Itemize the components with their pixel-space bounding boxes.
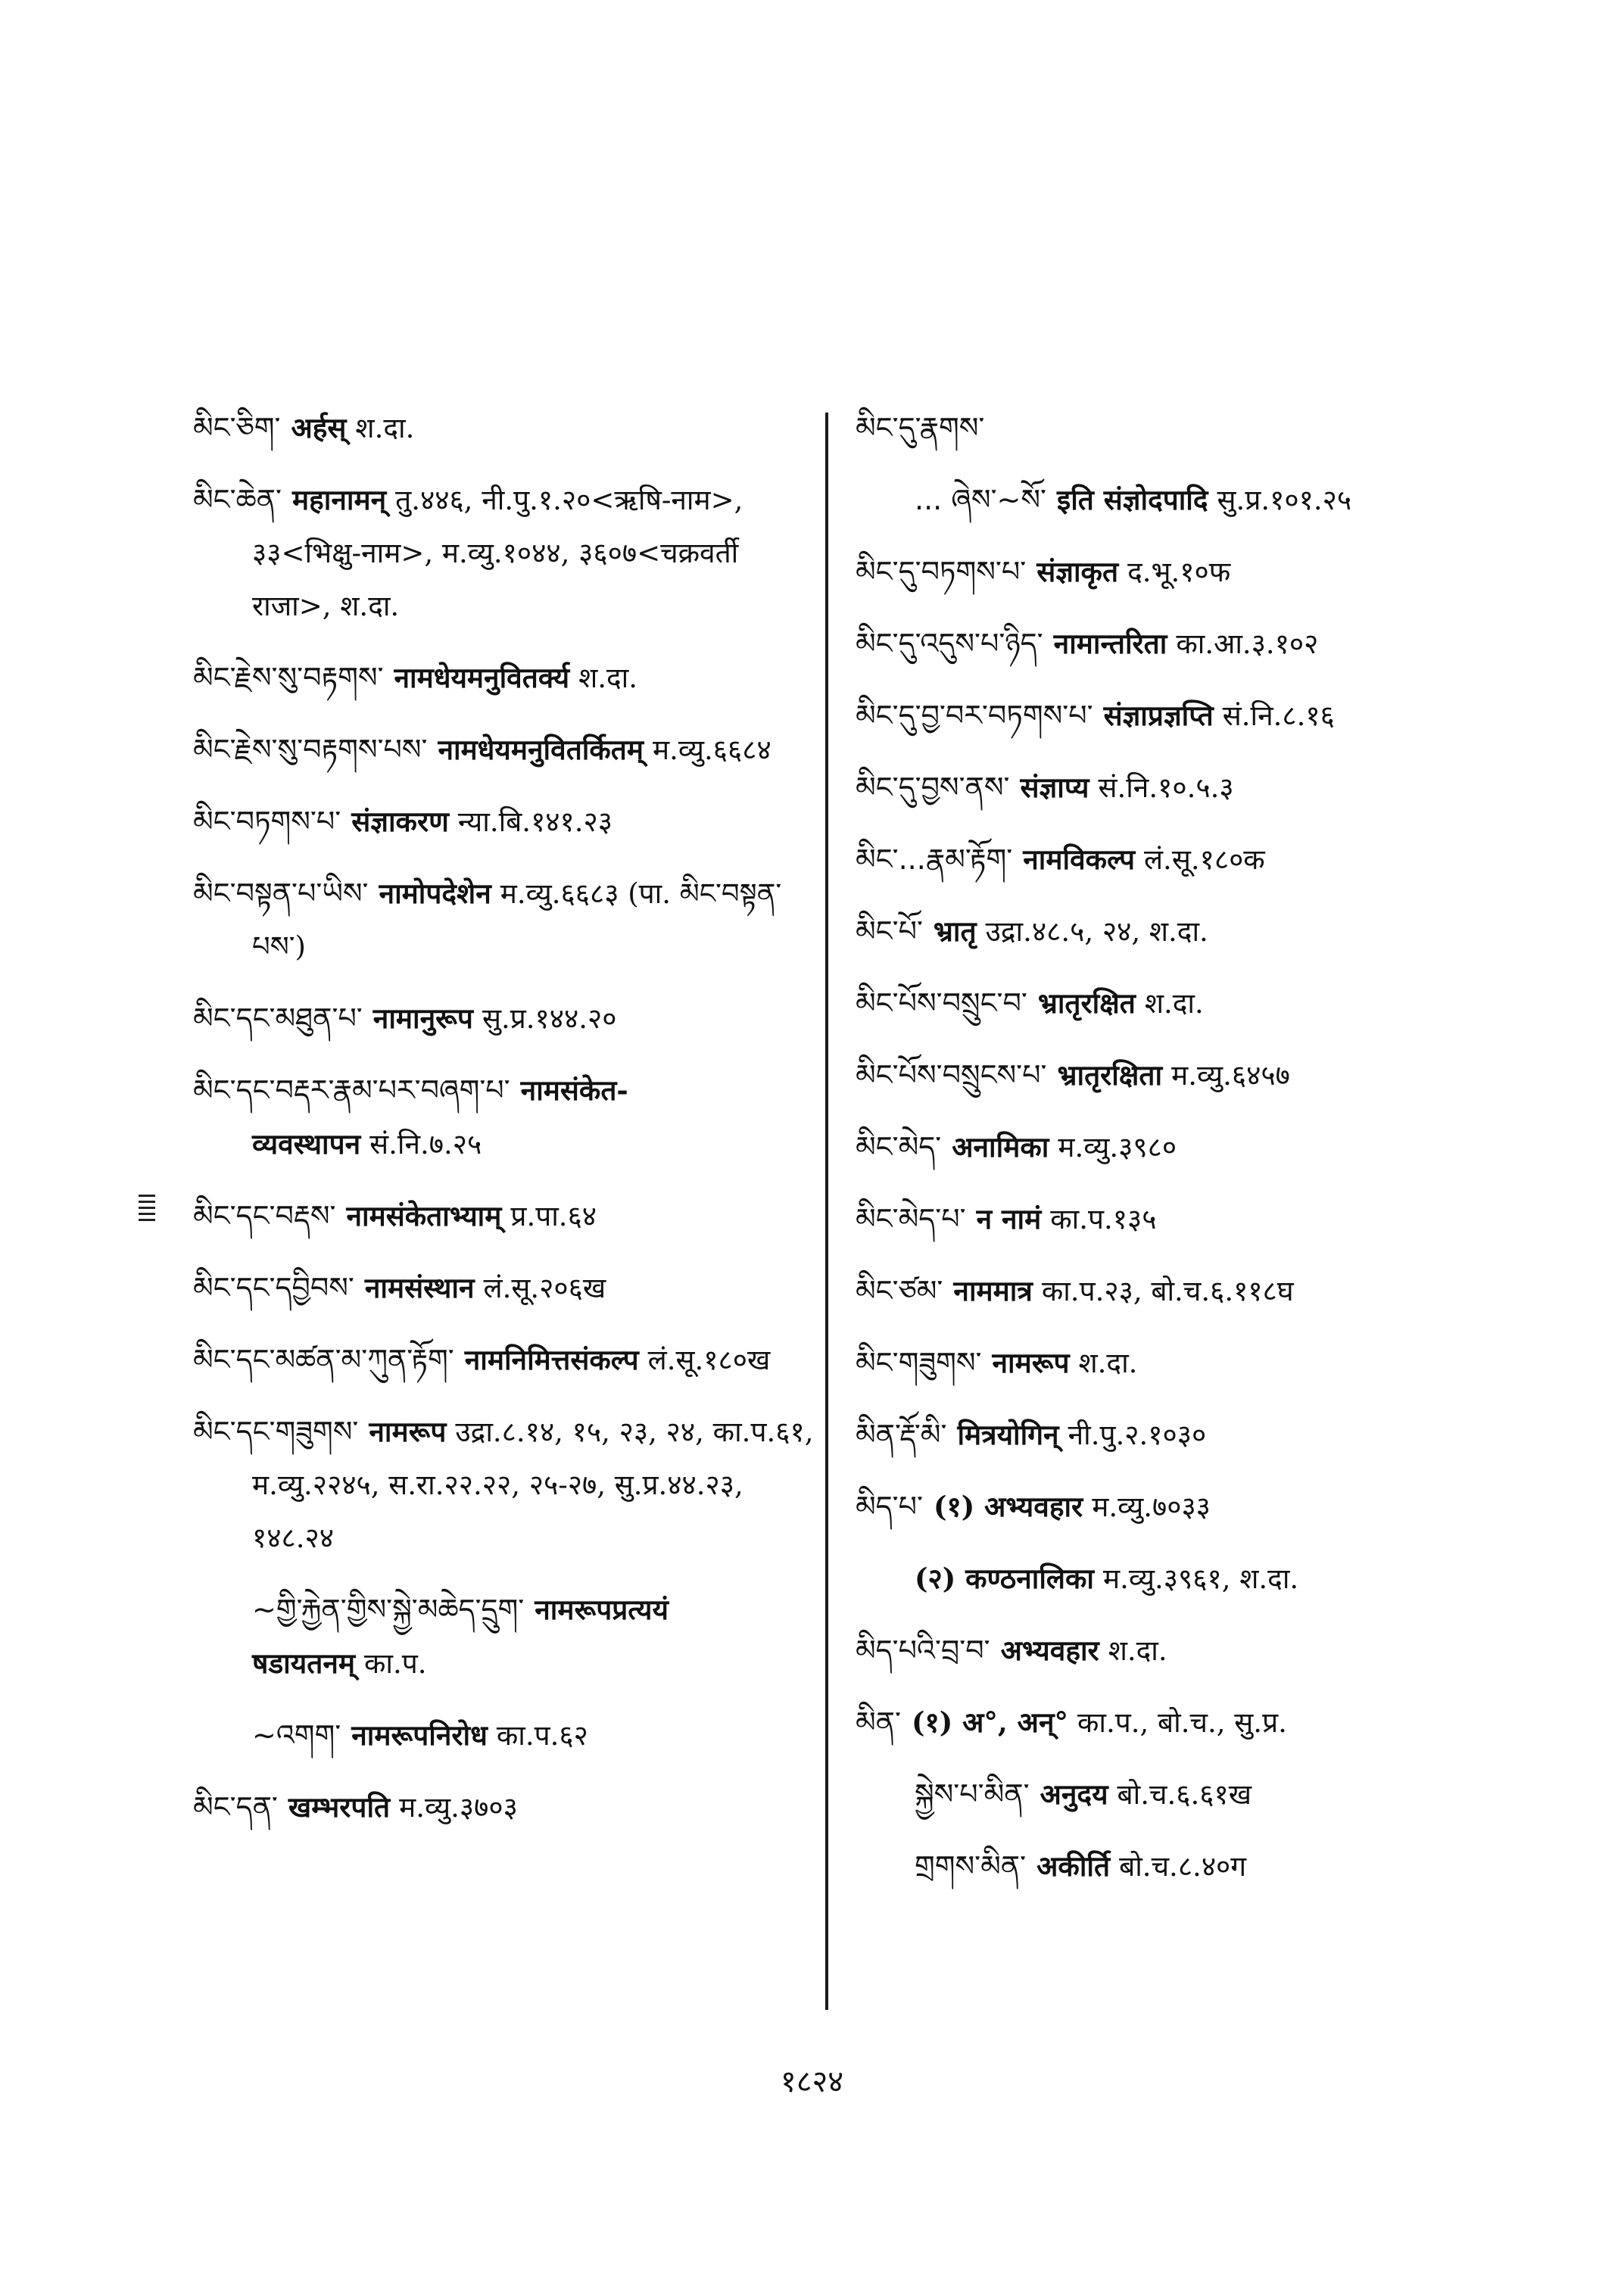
source-references: लं.सू.१८०क [1143, 843, 1265, 876]
sanskrit-equivalent: नामरूप [992, 1346, 1070, 1379]
tibetan-headword: མིན་རྡོ་མི་ [856, 1418, 947, 1451]
dictionary-entry [193, 723, 814, 777]
source-references: म.व्यु.३७०३ [399, 1791, 518, 1824]
tibetan-headword: མིང་དུ་བྱ་བར་བཏགས་པ་ [856, 699, 1093, 732]
dictionary-entry [193, 992, 814, 1045]
source-references: बो.च.८.४०ग [1119, 1850, 1247, 1883]
source-references: श.दा. [1108, 1634, 1167, 1667]
sanskrit-equivalent: नामानुरूप [372, 1002, 473, 1035]
source-references: बो.च.६.६१ख [1117, 1778, 1252, 1811]
source-references: तु.४४६, नी.पु.१.२०<ऋषि-नाम>, ३३<भिक्षु-नाम>, म.व्यु.१०४४, ३६०७<चक्रवर्ती राजा>, श.दा. [252, 484, 743, 622]
sanskrit-equivalent: संज्ञाकरण [351, 805, 449, 838]
dictionary-entry [193, 1261, 814, 1315]
sanskrit-equivalent: (२) कण्ठनालिका [915, 1562, 1095, 1595]
source-references: प्र.पा.६४ [510, 1200, 597, 1232]
page-number: १८२४ [780, 2064, 844, 2099]
tibetan-headword: ~འགག་ [252, 1718, 341, 1752]
dictionary-entry [193, 401, 814, 455]
source-references: का.आ.३.१०२ [1176, 628, 1319, 660]
sanskrit-equivalent: (१) अभ्यवहार [934, 1490, 1083, 1523]
tibetan-headword: མིང་དུ་འདུས་པ་ཉིད་ [856, 627, 1043, 660]
column-divider [825, 413, 828, 2010]
dictionary-entry [193, 867, 814, 974]
tibetan-headword: གྲགས་མིན་ [915, 1849, 1027, 1883]
dictionary-entry [856, 617, 1492, 671]
dictionary-entry [193, 473, 814, 633]
sanskrit-equivalent: नामसंकेताभ्याम् [346, 1199, 502, 1232]
sanskrit-equivalent: नामधेयमनुवितर्क्य [394, 661, 570, 694]
tibetan-headword: མིང་ཅིག་ [193, 411, 281, 444]
sanskrit-equivalent: नामविकल्प [1023, 843, 1135, 876]
sanskrit-equivalent: मित्रयोगिन् [957, 1418, 1059, 1451]
sanskrit-equivalent: नामनिमित्तसंकल्प [464, 1343, 639, 1376]
source-references: का.प.१३५ [1050, 1203, 1157, 1235]
tibetan-headword: མིན་ [856, 1706, 902, 1739]
source-references: उद्रा.४८.५, २४, श.दा. [985, 915, 1208, 948]
source-references: श.दा. [1144, 987, 1204, 1020]
tibetan-headword: མིང་དང་མཚན་མ་ཀུན་རྟོག་ [193, 1343, 454, 1376]
tibetan-headword: མིང་དན་ [193, 1790, 278, 1824]
sanskrit-equivalent: महानामन् [291, 483, 387, 516]
tibetan-headword: མིད་པའི་བྲ་བ་ [856, 1634, 990, 1667]
source-references: सं.नि.१०.५.३ [1098, 771, 1234, 804]
source-references: लं.सू.२०६ख [483, 1272, 606, 1304]
source-references: म.व्यु.६६८३ (पा. མིང་བསྟན་པས་) [252, 877, 782, 963]
dictionary-entry [856, 545, 1492, 599]
source-references: म.व्यु.३९८० [1058, 1131, 1177, 1164]
margin-mark [139, 1195, 155, 1231]
tibetan-headword: མིང་དང་དབྱིབས་ [193, 1271, 354, 1304]
dictionary-entry [193, 1405, 814, 1565]
tibetan-headword: མིང་གཟུགས་ [856, 1346, 982, 1379]
sanskrit-equivalent: न नामं [976, 1202, 1042, 1235]
sanskrit-equivalent: अनामिका [952, 1130, 1049, 1164]
source-references: सं.नि.७.२५ [369, 1128, 482, 1161]
dictionary-entry [193, 1189, 814, 1243]
tibetan-headword: ~གྱི་རྐྱེན་གྱིས་སྐྱེ་མཆེད་དྲུག་ [252, 1593, 525, 1626]
sanskrit-equivalent: नामोपदेशेन [379, 877, 491, 910]
sanskrit-equivalent: भ्रातृरक्षिता [1057, 1058, 1163, 1092]
right-column [856, 401, 1492, 1911]
tibetan-headword: མིང་མེད་ [856, 1130, 942, 1164]
dictionary-entry [193, 651, 814, 705]
source-references: द.भू.१०फ [1127, 556, 1231, 588]
source-references: म.व्यु.६४५७ [1171, 1059, 1290, 1092]
source-references: सु.प्र.१०१.२५ [1217, 484, 1352, 516]
sanskrit-equivalent: नामसंकेत-व्यवस्थापन [252, 1073, 628, 1161]
tibetan-headword: མིང་རྗེས་སུ་བརྟགས་པས་ [193, 733, 428, 766]
dictionary-entry [193, 1583, 814, 1690]
sanskrit-equivalent: संज्ञाकृत [1036, 555, 1119, 588]
tibetan-headword: མིང་དང་བརྡས་ [193, 1199, 336, 1232]
sanskrit-equivalent: अभ्यवहार [1000, 1634, 1099, 1667]
dictionary-entry [856, 1480, 1492, 1534]
tibetan-headword: མིང་དང་གཟུགས་ [193, 1415, 359, 1448]
source-references: म.व्यु.६६८४ [653, 734, 771, 766]
source-references: सं.नि.८.१६ [1222, 699, 1335, 732]
source-references: का.प. [363, 1647, 427, 1680]
tibetan-headword: མིང་...རྣམ་རྟོག་ [856, 843, 1013, 876]
source-references: न्या.बि.१४१.२३ [457, 805, 613, 838]
tibetan-headword: མིང་ཆེན་ [193, 483, 282, 516]
dictionary-entry [193, 1781, 814, 1834]
sanskrit-equivalent: अकीर्ति [1036, 1849, 1111, 1883]
source-references: नी.पु.२.१०३० [1068, 1419, 1207, 1451]
tibetan-headword: མིང་དུ་བྱས་ནས་ [856, 771, 1010, 804]
dictionary-entry [856, 977, 1492, 1030]
dictionary-entry [856, 1768, 1492, 1821]
sanskrit-equivalent: नामधेयमनुवितर्कितम् [438, 733, 644, 766]
source-references: लं.सू.१८०ख [647, 1344, 771, 1376]
dictionary-entry [856, 689, 1492, 743]
tibetan-headword: མིང་པོ་ [856, 914, 923, 948]
tibetan-headword: མིང་བཏགས་པ་ [193, 805, 341, 838]
source-references: का.प., बो.च., सु.प्र. [1077, 1706, 1287, 1739]
dictionary-entry [193, 795, 814, 849]
dictionary-entry [193, 1709, 814, 1762]
tibetan-headword: མིང་པོས་བསྲུངས་པ་ [856, 1058, 1047, 1092]
tibetan-headword: སྐྱེས་པ་མིན་ [915, 1777, 1030, 1811]
dictionary-entry [193, 1333, 814, 1387]
tibetan-headword: མིང་བསྟན་པ་ཡིས་ [193, 877, 369, 910]
tibetan-headword: མིང་དུ་བཏགས་པ་ [856, 555, 1027, 588]
left-column [193, 401, 814, 1852]
sanskrit-equivalent: खम्भरपति [288, 1790, 391, 1824]
source-references: उद्रा.८.१४, १५, २३, २४, का.प.६१, म.व्यु.२२४५, स.रा.२२.२२, २५-२७, सु.प्र.४४.२३, १४८.२४ [252, 1416, 814, 1554]
sanskrit-equivalent: संज्ञाप्य [1020, 771, 1089, 804]
tibetan-headword: མིང་རྗེས་སུ་བརྟགས་ [193, 661, 384, 694]
sanskrit-equivalent: अर्हस् [291, 411, 347, 444]
tibetan-headword: མིད་པ་ [856, 1490, 923, 1523]
source-references: म.व्यु.७०३३ [1092, 1491, 1211, 1523]
sanskrit-equivalent: नामरूप [369, 1415, 447, 1448]
dictionary-entry [856, 1624, 1492, 1678]
tibetan-headword: མིང་མེད་པ་ [856, 1202, 966, 1235]
sanskrit-equivalent: नामरूपनिरोध [351, 1718, 488, 1752]
source-references: का.प.६२ [496, 1719, 588, 1752]
dictionary-entry [856, 1696, 1492, 1749]
dictionary-entry [856, 1336, 1492, 1390]
sanskrit-equivalent: नामरूपप्रत्ययं षडायतनम् [252, 1593, 669, 1680]
sanskrit-equivalent: नाममात्र [953, 1274, 1033, 1307]
source-references: श.दा. [1078, 1347, 1138, 1379]
dictionary-entry [856, 905, 1492, 958]
dictionary-entry [856, 1552, 1492, 1606]
dictionary-entry [856, 1048, 1492, 1102]
tibetan-headword: མིང་དང་བརྡར་རྣམ་པར་བཞག་པ་ [193, 1073, 510, 1107]
sanskrit-equivalent: नामसंस्थान [364, 1271, 475, 1304]
dictionary-entry [193, 1064, 814, 1171]
tibetan-headword: མིང་པོས་བསྲུང་བ་ [856, 986, 1027, 1020]
sanskrit-equivalent: संज्ञाप्रज्ञप्ति [1103, 699, 1214, 732]
source-references: श.दा. [355, 412, 415, 444]
dictionary-entry [856, 401, 1492, 455]
source-references: सु.प्र.१४४.२० [482, 1002, 617, 1035]
tibetan-headword: མིང་ཙམ་ [856, 1274, 943, 1307]
dictionary-entry [856, 1264, 1492, 1318]
source-references: श.दा. [578, 662, 637, 694]
dictionary-entry [856, 761, 1492, 815]
tibetan-headword: ... ཞེས་~སོ་ [915, 483, 1047, 516]
dictionary-entry [856, 1192, 1492, 1246]
sanskrit-equivalent: (१) अ°, अन्° [912, 1706, 1068, 1739]
tibetan-headword: མིང་དང་མཐུན་པ་ [193, 1002, 363, 1035]
source-references: म.व्यु.३९६१, श.दा. [1103, 1562, 1299, 1595]
dictionary-entry [856, 1120, 1492, 1174]
sanskrit-equivalent: नामान्तरिता [1053, 627, 1167, 660]
source-references: का.प.२३, बो.च.६.११८घ [1041, 1275, 1294, 1307]
tibetan-headword: མིང་དུ་རྣགས་ [856, 411, 985, 444]
sanskrit-equivalent: इति संज्ञोदपादि [1057, 483, 1208, 516]
sanskrit-equivalent: अनुदय [1040, 1777, 1108, 1811]
sanskrit-equivalent: भ्रातृ [933, 914, 977, 948]
sanskrit-equivalent: भ्रातृरक्षित [1037, 986, 1136, 1020]
dictionary-entry [856, 833, 1492, 886]
dictionary-entry [856, 1408, 1492, 1462]
dictionary-entry [856, 473, 1492, 527]
dictionary-entry [856, 1840, 1492, 1893]
